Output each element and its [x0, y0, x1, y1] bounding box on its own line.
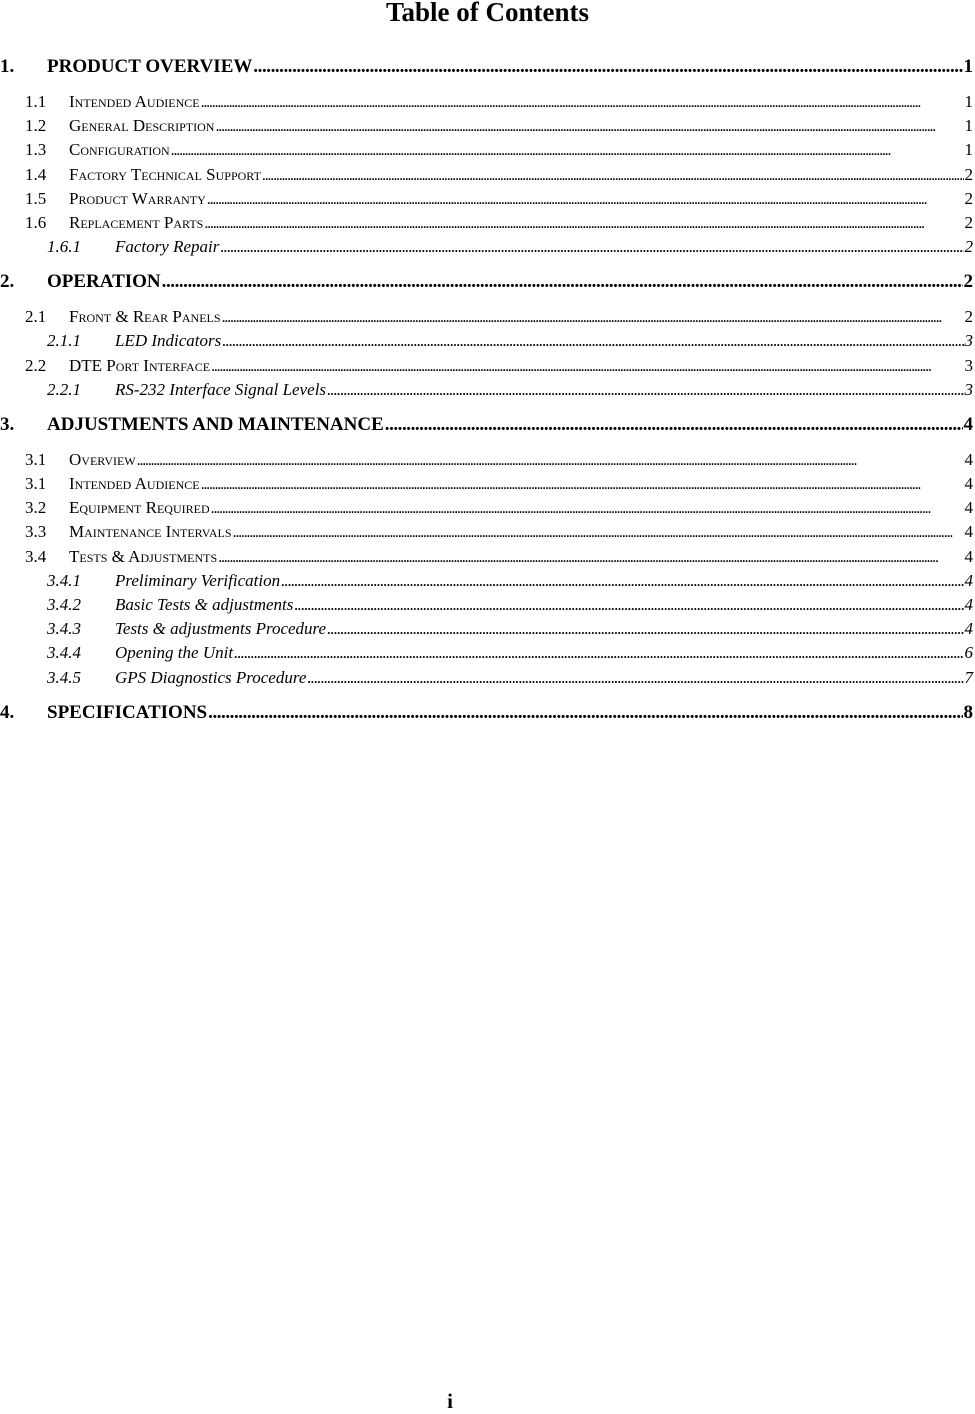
dot-leader [201, 476, 964, 494]
toc-entry[interactable] [0, 522, 973, 544]
dot-leader [208, 702, 962, 724]
toc-entry-page: 3 [964, 379, 973, 399]
toc-entry[interactable] [0, 474, 973, 496]
toc-entry-page: 8 [963, 701, 973, 723]
toc-entry-label[interactable]: Replacement Parts [69, 213, 204, 232]
toc-entry-number: 1.3 [25, 140, 47, 160]
toc-entry-number: 1.1 [25, 92, 47, 111]
toc-entry-number: 2.1.1 [47, 331, 81, 351]
toc-entry-label[interactable]: GPS Diagnostics Procedure [115, 667, 307, 687]
toc-entry-number: 2.2.1 [47, 379, 81, 399]
toc-entry-page: 1 [964, 116, 973, 136]
toc-entry-label[interactable]: Configuration [69, 140, 170, 160]
dot-leader [234, 643, 963, 663]
toc-entry-page: 2 [963, 271, 973, 293]
toc-entry-number: 3.4.5 [47, 667, 81, 687]
toc-entry[interactable] [0, 571, 973, 593]
toc-entry-label[interactable]: ADJUSTMENTS AND MAINTENANCE [47, 413, 384, 435]
toc-entry-label[interactable]: Preliminary Verification [115, 570, 281, 590]
toc-entry-label[interactable]: SPECIFICATIONS [47, 701, 208, 723]
toc-entry-number: 2.2 [25, 355, 47, 375]
toc-entry-page: 3 [964, 355, 973, 375]
toc-entry-number: 1.2 [25, 116, 47, 136]
toc-entry-page: 4 [964, 619, 973, 639]
dot-leader [137, 452, 964, 470]
toc-entry-page: 2 [964, 188, 973, 208]
toc-entry[interactable] [0, 331, 973, 353]
toc-entry-page: 1 [963, 56, 973, 77]
toc-entry-number: 1.6 [25, 213, 47, 232]
toc-entry-page: 4 [964, 449, 973, 469]
page-number: i [447, 1389, 453, 1413]
toc-entry-label[interactable]: Factory Repair [115, 237, 220, 257]
toc-entry-page: 2 [964, 307, 973, 327]
toc-entry-number: 3.2 [25, 498, 47, 518]
toc-entry-label[interactable]: Tests & Adjustments [69, 546, 218, 566]
dot-leader [201, 94, 964, 112]
toc-entry-page: 4 [964, 570, 973, 590]
toc-entry-page: 1 [964, 92, 973, 111]
dot-leader [162, 271, 963, 293]
dot-leader [220, 237, 963, 257]
toc-entry[interactable] [0, 547, 973, 569]
toc-entry-page: 4 [964, 595, 973, 614]
toc-entry-page: 7 [964, 667, 973, 687]
toc-entry-label[interactable]: Intended Audience [69, 92, 200, 111]
toc-entry[interactable] [0, 56, 973, 78]
toc-entry-label[interactable]: RS-232 Interface Signal Levels [115, 379, 327, 399]
toc-entry-number: 3.4.3 [47, 619, 81, 639]
toc-entry[interactable] [0, 414, 973, 436]
toc-entry-label[interactable]: Intended Audience [69, 474, 200, 493]
toc-entry-number: 2. [0, 271, 15, 293]
toc-entry[interactable] [0, 92, 973, 114]
toc-entry[interactable] [0, 165, 973, 187]
toc-entry-label[interactable]: Opening the Unit [115, 643, 234, 663]
dot-leader [294, 595, 963, 615]
toc-entry[interactable] [0, 380, 973, 402]
toc-entry-number: 1.5 [25, 188, 47, 208]
toc-entry[interactable] [0, 189, 973, 211]
toc-entry-page: 4 [964, 474, 973, 493]
toc-entry-page: 4 [963, 413, 973, 435]
toc-entry[interactable] [0, 213, 973, 235]
toc-entry-page: 4 [964, 546, 973, 566]
toc-entry[interactable] [0, 619, 973, 641]
toc-entry[interactable] [0, 116, 973, 138]
toc-entry-number: 3.4.2 [47, 595, 81, 614]
toc-entry[interactable] [0, 237, 973, 259]
toc-entry[interactable] [0, 702, 973, 724]
toc-entry-label[interactable]: Tests & adjustments Procedure [115, 619, 327, 639]
dot-leader [262, 167, 964, 185]
toc-entry-label[interactable]: Equipment Required [69, 498, 210, 518]
toc-entry-label[interactable]: LED Indicators [115, 331, 222, 351]
toc-entry-number: 3.4.1 [47, 570, 81, 590]
toc-entry-number: 1. [0, 56, 15, 77]
toc-entry[interactable] [0, 271, 973, 293]
toc-entry-number: 3. [0, 413, 15, 435]
dot-leader [171, 142, 964, 160]
dot-leader [233, 524, 964, 542]
dot-leader [222, 309, 964, 327]
dot-leader [204, 215, 963, 233]
dot-leader [327, 380, 963, 400]
toc-entry[interactable] [0, 668, 973, 690]
toc-entry[interactable] [0, 450, 973, 472]
toc-entry-number: 3.4 [25, 546, 47, 566]
toc-entry-number: 3.4.4 [47, 643, 81, 663]
toc-entry-page: 6 [964, 643, 973, 663]
toc-entry-label[interactable]: Product Warranty [69, 188, 206, 208]
dot-leader [253, 56, 962, 78]
toc-entry[interactable] [0, 498, 973, 520]
toc-entry[interactable] [0, 643, 973, 665]
page-title: Table of Contents [385, 0, 590, 27]
toc-entry[interactable] [0, 356, 973, 378]
toc-entry-label[interactable]: General Description [69, 116, 215, 136]
dot-leader [307, 668, 963, 688]
toc-entry-page: 2 [964, 237, 973, 257]
dot-leader [218, 549, 963, 567]
dot-leader [222, 331, 963, 351]
toc-entry-label[interactable]: Basic Tests & adjustments [115, 595, 294, 614]
toc-entry-number: 1.4 [25, 164, 47, 184]
toc-entry-label[interactable]: DTE Port Interface [69, 355, 211, 375]
dot-leader [211, 500, 964, 518]
toc-entry-page: 1 [964, 140, 973, 160]
toc-entry[interactable] [0, 595, 973, 617]
toc-entry-label[interactable]: Front & Rear Panels [69, 307, 221, 327]
toc-entry-page: 4 [964, 522, 973, 542]
toc-entry-number: 4. [0, 701, 15, 723]
toc-entry-label[interactable]: Maintenance Intervals [69, 522, 232, 542]
dot-leader [211, 358, 963, 376]
toc-entry-number: 3.1 [25, 474, 47, 493]
toc-entry-page: 3 [964, 331, 973, 351]
toc-entry-label[interactable]: Factory Technical Support [69, 164, 261, 184]
dot-leader [207, 191, 964, 209]
toc-entry-number: 3.1 [25, 449, 47, 469]
toc-entry-page: 4 [964, 498, 973, 518]
toc-entry-number: 2.1 [25, 307, 47, 327]
toc-entry-number: 1.6.1 [47, 237, 81, 257]
toc-entry-page: 2 [964, 164, 973, 184]
dot-leader [385, 414, 963, 436]
dot-leader [215, 118, 963, 136]
toc-entry-page: 2 [964, 213, 973, 232]
toc-entry[interactable] [0, 140, 973, 162]
toc-entry-label[interactable]: Overview [69, 449, 136, 469]
dot-leader [327, 619, 963, 639]
dot-leader [281, 571, 963, 591]
toc-entry-number: 3.3 [25, 522, 47, 542]
toc-entry-label[interactable]: OPERATION [47, 271, 161, 293]
toc-entry-label[interactable]: PRODUCT OVERVIEW [47, 56, 253, 77]
toc-entry[interactable] [0, 307, 973, 329]
